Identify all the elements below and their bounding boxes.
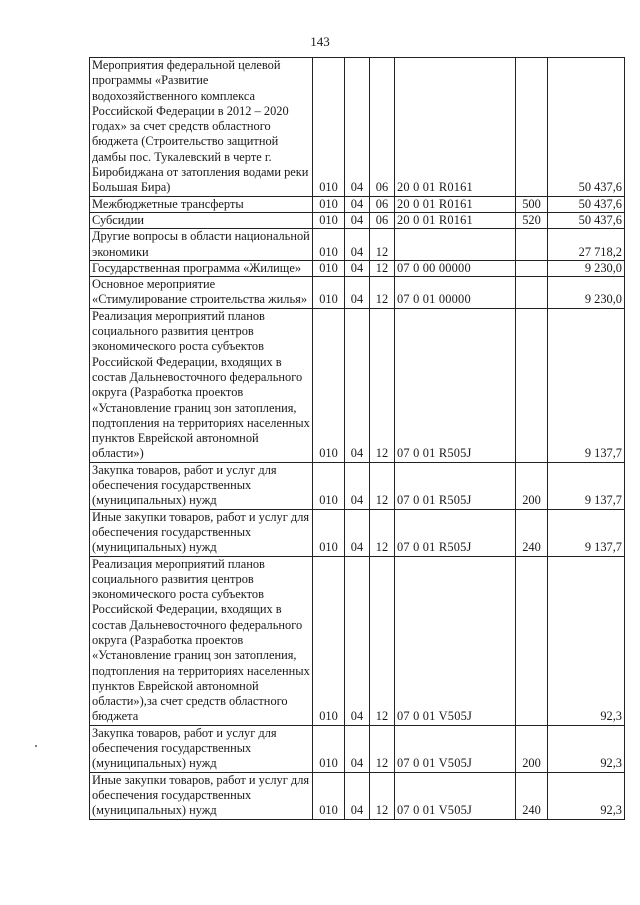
row-name: Межбюджетные трансферты [90,196,313,212]
section-code: 04 [345,58,370,197]
subsection-code: 06 [370,212,395,228]
target-article-code: 07 0 01 R505J [395,462,516,509]
ministry-code: 010 [313,772,345,819]
scan-speck [35,745,37,747]
table-row [90,462,625,509]
subsection-code: 12 [370,277,395,309]
amount: 92,3 [548,725,625,772]
amount: 27 718,2 [548,229,625,261]
target-article-code: 20 0 01 R0161 [395,212,516,228]
expense-type-code [516,556,548,725]
expense-type-code: 240 [516,509,548,556]
ministry-code: 010 [313,725,345,772]
row-name: Субсидии [90,212,313,228]
subsection-code: 12 [370,260,395,276]
table-row [90,229,625,261]
expense-type-code [516,260,548,276]
amount: 92,3 [548,772,625,819]
amount: 9 137,7 [548,462,625,509]
target-article-code: 20 0 01 R0161 [395,58,516,197]
table-row [90,725,625,772]
ministry-code: 010 [313,509,345,556]
table-row [90,260,625,276]
section-code: 04 [345,509,370,556]
subsection-code: 06 [370,58,395,197]
subsection-code: 12 [370,509,395,556]
target-article-code [395,229,516,261]
target-article-code: 07 0 01 R505J [395,509,516,556]
section-code: 04 [345,260,370,276]
target-article-code: 07 0 01 V505J [395,725,516,772]
page-number: 143 [310,34,330,49]
amount: 50 437,6 [548,196,625,212]
expense-type-code: 520 [516,212,548,228]
budget-table [89,57,625,820]
expense-type-code: 200 [516,462,548,509]
table-row [90,772,625,819]
section-code: 04 [345,212,370,228]
ministry-code: 010 [313,58,345,197]
expense-type-code [516,308,548,462]
amount: 9 137,7 [548,509,625,556]
target-article-code: 20 0 01 R0161 [395,196,516,212]
section-code: 04 [345,196,370,212]
ministry-code: 010 [313,308,345,462]
target-article-code: 07 0 00 00000 [395,260,516,276]
target-article-code: 07 0 01 V505J [395,556,516,725]
ministry-code: 010 [313,212,345,228]
target-article-code: 07 0 01 V505J [395,772,516,819]
row-name: Иные закупки товаров, работ и услуг для обеспечения государственных (муниципальных) нужд [90,772,313,819]
row-name: Закупка товаров, работ и услуг для обеспечения государственных (муниципальных) нужд [90,462,313,509]
amount: 9 230,0 [548,260,625,276]
target-article-code: 07 0 01 00000 [395,277,516,309]
section-code: 04 [345,308,370,462]
expense-type-code: 200 [516,725,548,772]
subsection-code: 12 [370,725,395,772]
section-code: 04 [345,277,370,309]
section-code: 04 [345,772,370,819]
row-name: Основное мероприятие «Стимулирование строительства жилья» [90,277,313,309]
row-name: Другие вопросы в области национальной экономики [90,229,313,261]
subsection-code: 12 [370,462,395,509]
section-code: 04 [345,229,370,261]
section-code: 04 [345,556,370,725]
subsection-code: 12 [370,308,395,462]
expense-type-code: 500 [516,196,548,212]
subsection-code: 06 [370,196,395,212]
ministry-code: 010 [313,229,345,261]
expense-type-code [516,58,548,197]
table-row [90,196,625,212]
row-name: Мероприятия федеральной целевой программы «Развитие водохозяйственного комплекса Российской Федерации в 2012 – 2020 годах» за счет средств областного бюджета (Строительство защитной дамбы пос. Тукалевский в черте г. Биробиджана от затопления водами реки Большая Бира) [90,58,313,197]
ministry-code: 010 [313,462,345,509]
section-code: 04 [345,462,370,509]
row-name: Закупка товаров, работ и услуг для обеспечения государственных (муниципальных) нужд [90,725,313,772]
table-row [90,308,625,462]
section-code: 04 [345,725,370,772]
subsection-code: 12 [370,229,395,261]
ministry-code: 010 [313,196,345,212]
amount: 9 230,0 [548,277,625,309]
expense-type-code: 240 [516,772,548,819]
table-row [90,509,625,556]
row-name: Иные закупки товаров, работ и услуг для обеспечения государственных (муниципальных) нужд [90,509,313,556]
ministry-code: 010 [313,556,345,725]
subsection-code: 12 [370,556,395,725]
table-row [90,556,625,725]
ministry-code: 010 [313,260,345,276]
table-row [90,277,625,309]
budget-table-body [90,58,625,820]
table-row [90,212,625,228]
subsection-code: 12 [370,772,395,819]
row-name: Реализация мероприятий планов социального развития центров экономического роста субъектов Российской Федерации, входящих в состав Дальневосточного федерального округа (Разработка проектов «Установление границ зон затопления, подтопления на территориях населенных пунктов Еврейской автономной области») [90,308,313,462]
amount: 92,3 [548,556,625,725]
amount: 50 437,6 [548,212,625,228]
row-name: Государственная программа «Жилище» [90,260,313,276]
row-name: Реализация мероприятий планов социального развития центров экономического роста субъектов Российской Федерации, входящих в состав Дальневосточного федерального округа (Разработка проектов «Установление границ зон затопления, подтопления на территориях населенных пунктов Еврейской автономной области»),за счет средств областного бюджета [90,556,313,725]
table-row [90,58,625,197]
ministry-code: 010 [313,277,345,309]
target-article-code: 07 0 01 R505J [395,308,516,462]
expense-type-code [516,229,548,261]
amount: 9 137,7 [548,308,625,462]
amount: 50 437,6 [548,58,625,197]
expense-type-code [516,277,548,309]
